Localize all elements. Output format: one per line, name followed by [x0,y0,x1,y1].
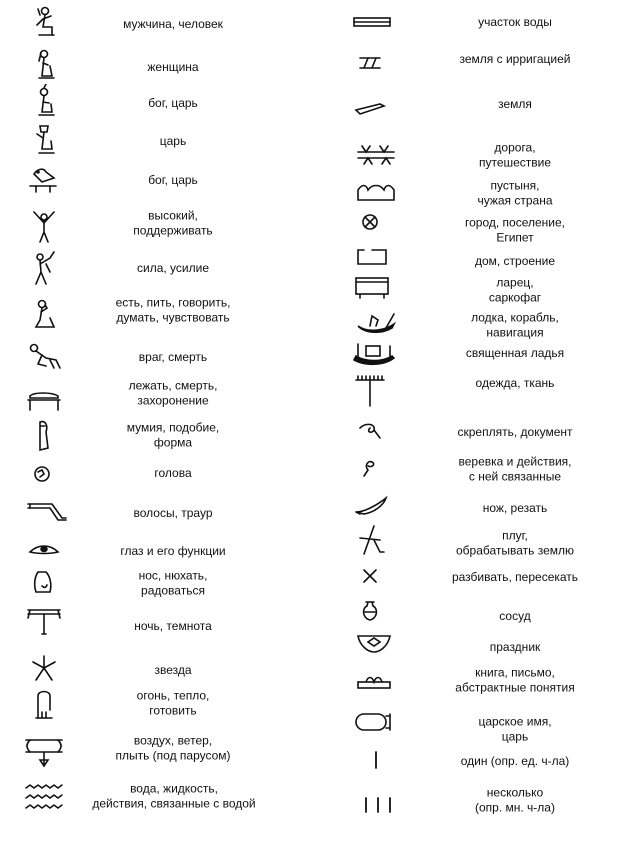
falcon-on-standard-icon [24,162,64,198]
right-label-10: священная ладья [465,345,565,360]
water-ripples-icon [22,780,66,816]
right-label-22: несколько (опр. мн. ч-ла) [475,785,555,814]
man-arms-raised-icon [24,208,64,244]
sail-icon [22,734,66,770]
right-label-13: веревка и действия, с ней связанные [458,454,572,483]
brazier-icon [24,686,64,722]
festival-bowl-icon [352,624,396,660]
left-label-13: волосы, траур [133,505,213,520]
nose-icon [24,566,64,602]
left-label-2: женщина [147,59,199,74]
crossed-sticks-icon [350,558,390,594]
left-label-16: ночь, темнота [134,618,212,633]
eye-icon [24,532,64,568]
right-label-8: ларец, саркофаг [488,275,542,304]
right-label-20: царское имя, царь [478,714,552,743]
seated-king-icon [24,122,64,158]
right-label-15: плуг, обрабатывать землю [455,528,575,557]
left-label-19: воздух, ветер, плыть (под парусом) [115,733,231,762]
papyrus-roll-icon [352,666,396,702]
left-label-3: бог, царь [148,95,198,110]
single-stroke-icon [356,742,396,778]
left-label-12: голова [154,465,192,480]
plough-icon [350,522,390,558]
left-label-1: мужчина, человек [123,16,223,31]
rope-icon [350,448,390,484]
left-label-14: глаз и его функции [120,543,226,558]
left-label-7: сила, усилие [137,260,209,275]
man-hand-to-mouth-icon [24,296,64,332]
cord-seal-icon [350,414,390,450]
right-label-1: участок воды [478,14,552,29]
mummy-on-bier-icon [24,378,64,414]
seated-man-icon [24,4,64,40]
pool-icon [350,6,394,42]
left-label-20: вода, жидкость, действия, связанные с водой [92,781,256,810]
cloth-with-fringe-icon [350,374,390,410]
left-label-15: нос, нюхать, радоваться [138,568,208,597]
city-crossroads-icon [350,204,390,240]
right-label-3: земля [498,96,532,111]
right-label-12: скреплять, документ [457,424,573,439]
man-with-stick-icon [24,250,64,286]
knife-icon [350,488,394,524]
head-icon [24,456,64,492]
lock-of-hair-icon [22,496,70,532]
left-label-4: царь [159,133,187,148]
seated-woman-icon [24,46,64,82]
left-label-5: бог, царь [148,172,198,187]
sarcophagus-icon [350,268,394,304]
right-label-18: праздник [489,639,541,654]
right-label-19: книга, письмо, абстрактные понятия [455,665,575,694]
strip-of-land-icon [350,88,390,124]
right-label-9: лодка, корабль, навигация [471,310,559,339]
left-label-11: мумия, подобие, форма [126,420,220,449]
left-label-9: враг, смерть [138,349,208,364]
right-label-21: один (опр. ед. ч-ла) [460,753,570,768]
seated-god-icon [24,84,64,120]
mummy-icon [24,418,64,454]
right-label-4: дорога, путешествие [478,140,552,169]
right-label-11: одежда, ткань [475,375,555,390]
road-with-shrubs-icon [352,136,400,172]
left-label-17: звезда [154,662,192,677]
right-label-2: земля с ирригацией [459,51,571,66]
left-label-6: высокий, поддерживать [133,208,213,237]
left-label-10: лежать, смерть, захоронение [128,378,218,407]
left-label-8: есть, пить, говорить, думать, чувствовать [115,295,231,324]
right-label-7: дом, строение [474,253,556,268]
boat-icon [352,304,400,340]
fallen-man-icon [24,338,64,374]
sacred-barque-icon [350,336,398,372]
plural-strokes-icon [356,786,400,822]
right-label-14: нож, резать [482,500,548,515]
star-icon [24,650,64,686]
right-label-6: город, поселение, Египет [464,215,565,244]
cartouche-icon [350,704,398,740]
sky-with-sceptre-icon [24,604,64,640]
left-label-18: огонь, тепло, готовить [136,688,210,717]
irrigation-canal-icon [350,46,390,82]
right-label-17: сосуд [499,608,531,623]
right-label-5: пустыня, чужая страна [477,178,553,207]
right-label-16: разбивать, пересекать [451,569,579,584]
